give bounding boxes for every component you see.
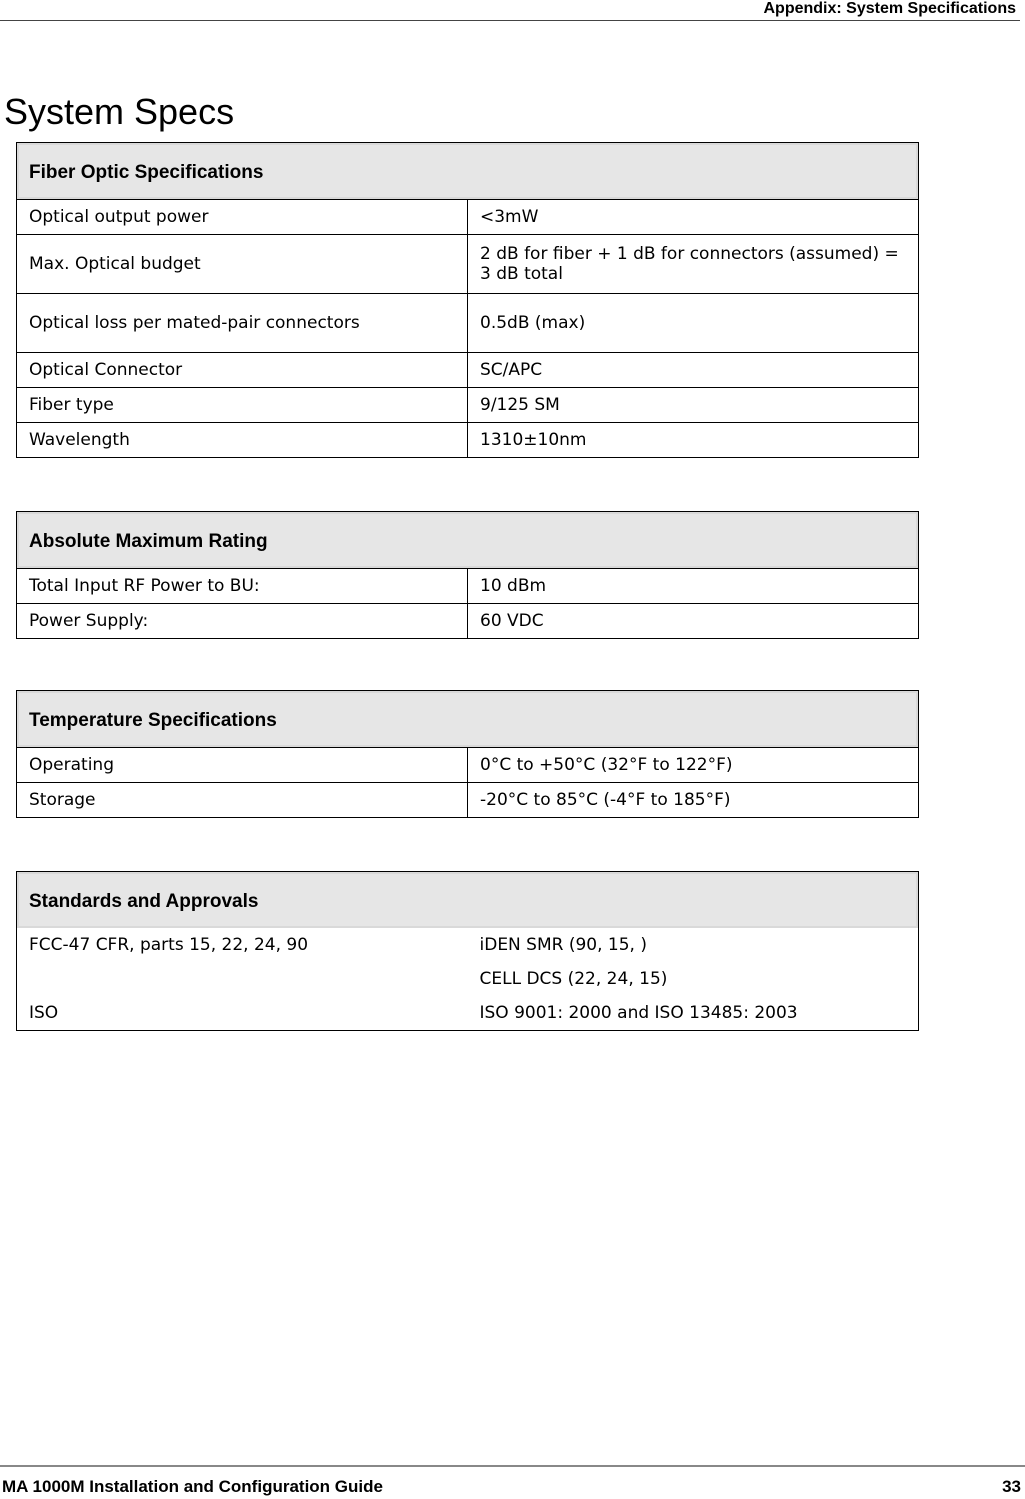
table-title: Fiber Optic Specifications	[17, 143, 919, 200]
page-number: 33	[1002, 1477, 1021, 1496]
fiber-optic-specifications-table	[16, 142, 919, 458]
table-row	[17, 200, 919, 235]
table-row	[17, 928, 919, 962]
running-header-text: Appendix: System Specifications	[763, 0, 1016, 17]
spec-label: ISO	[29, 1003, 59, 1023]
absolute-maximum-rating-table	[16, 511, 919, 639]
standards-and-approvals-table	[16, 871, 919, 1031]
spec-value: 60 VDC	[468, 604, 919, 639]
running-header	[0, 0, 1020, 21]
table-title: Absolute Maximum Rating	[17, 512, 919, 569]
table-title: Temperature Specifications	[17, 691, 919, 748]
spec-value: iDEN SMR (90, 15, )	[479, 935, 647, 955]
spec-value: SC/APC	[468, 353, 919, 388]
spec-label: Total Input RF Power to BU:	[17, 569, 468, 604]
table-row	[17, 962, 919, 996]
table-row	[17, 748, 919, 783]
spec-label: Storage	[17, 783, 468, 818]
spec-label: Operating	[17, 748, 468, 783]
spec-label: FCC-47 CFR, parts 15, 22, 24, 90	[29, 935, 309, 955]
temperature-specifications-table	[16, 690, 919, 818]
table-row	[17, 423, 919, 458]
table-row	[17, 388, 919, 423]
table-row	[17, 783, 919, 818]
spec-value: 0°C to +50°C (32°F to 122°F)	[468, 748, 919, 783]
spec-value: 10 dBm	[468, 569, 919, 604]
table-row	[17, 294, 919, 353]
spec-value: -20°C to 85°C (-4°F to 185°F)	[468, 783, 919, 818]
spec-value: 1310±10nm	[468, 423, 919, 458]
spec-label: Power Supply:	[17, 604, 468, 639]
spec-label: Fiber type	[17, 388, 468, 423]
page-title: System Specs	[4, 91, 235, 132]
table-row	[17, 353, 919, 388]
spec-label: Optical output power	[17, 200, 468, 235]
spec-value: CELL DCS (22, 24, 15)	[479, 969, 668, 989]
spec-label: Max. Optical budget	[17, 235, 468, 294]
spec-value: ISO 9001: 2000 and ISO 13485: 2003	[479, 1003, 798, 1023]
running-footer	[0, 1465, 1025, 1499]
footer-document-title: MA 1000M Installation and Configuration Guide	[2, 1477, 383, 1496]
table-row	[17, 235, 919, 294]
table-row	[17, 996, 919, 1031]
spec-value: 9/125 SM	[468, 388, 919, 423]
spec-label	[17, 962, 468, 996]
spec-value: <3mW	[468, 200, 919, 235]
spec-value: 2 dB for fiber + 1 dB for connectors (assumed) = 3 dB total	[468, 235, 919, 294]
spec-label: Optical Connector	[17, 353, 468, 388]
spec-label: Optical loss per mated-pair connectors	[17, 294, 468, 353]
table-row	[17, 569, 919, 604]
spec-label: Wavelength	[17, 423, 468, 458]
table-row	[17, 604, 919, 639]
table-title: Standards and Approvals	[17, 872, 919, 929]
spec-value: 0.5dB (max)	[468, 294, 919, 353]
